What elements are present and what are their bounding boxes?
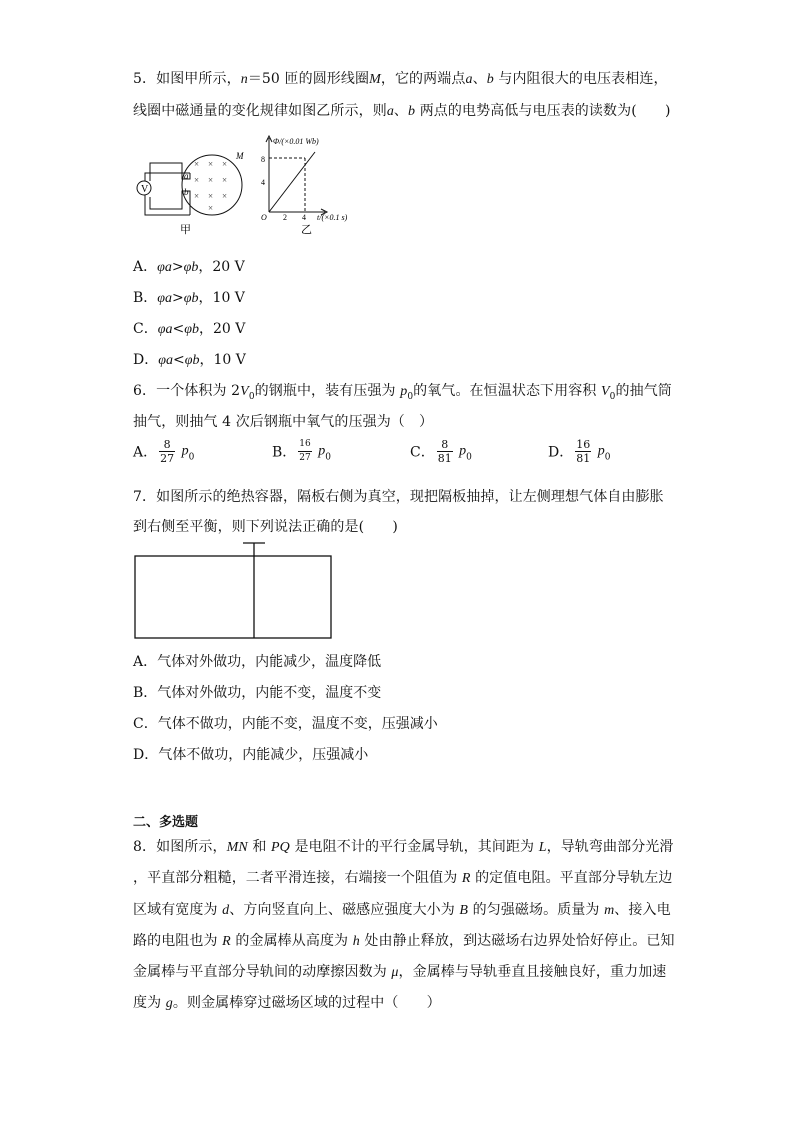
figure-flux-graph [255,132,375,244]
q7-option-c: C．气体不做功，内能不变，温度不变，压强减小 [133,716,438,732]
q8-line1: 8．如图所示，MN 和 PQ 是电阻不计的平行金属导轨，其间距为 L，导轨弯曲部分光滑 [133,839,674,855]
cross-mark: × [222,159,228,169]
figure-yi-caption: 乙 [301,224,312,236]
coil-M-label: M [236,151,244,161]
figure-coil-diagram [130,135,255,245]
cross-mark: × [194,175,200,185]
q5-option-a: A．φa>φb，20 V [133,259,245,275]
x-tick-2: 2 [283,213,287,222]
q5-line1: 5．如图甲所示，n＝50 匝的圆形线圈M，它的两端点a、b 与内阻很大的电压表相连， [133,71,668,87]
q8-line4: 路的电阻也为 R 的金属棒从高度为 h 处由静止释放，到达磁场右边界处恰好停止。已知 [133,933,675,949]
cross-mark: × [222,191,228,201]
cross-mark: × [208,191,214,201]
magnetic-field-crosses [194,159,227,213]
x-axis-label: t/(×0.1 s) [317,213,348,222]
cross-mark: × [208,175,214,185]
y-axis-label: Φ/(×0.01 Wb) [273,137,319,146]
cross-mark: × [222,175,228,185]
q7-option-a: A．气体对外做功，内能减少，温度降低 [133,654,382,670]
cross-mark: × [208,203,214,213]
container-box [135,556,331,638]
q6-option-b: B． $\frac{16}{27}$ $p_0$ [272,439,331,463]
flux-line [269,152,315,212]
q8-line6: 度为 g。则金属棒穿过磁场区域的过程中（ ） [133,995,441,1011]
q5-option-c: C．φa<φb，20 V [133,321,246,337]
q5-option-d: D．φa<φb，10 V [133,352,246,368]
q6-line1: 6．一个体积为 $2V_0$的钢瓶中，装有压强为 $p_0$的氧气。在恒温状态下用容积 $V_0$的抽气筒 [133,383,672,402]
q7-line1: 7．如图所示的绝热容器，隔板右侧为真空，现把隔板抽掉，让左侧理想气体自由膨胀 [133,489,664,505]
q5-line2: 线圈中磁通量的变化规律如图乙所示，则a、b 两点的电势高低与电压表的读数为( ) [133,103,671,119]
origin-label: O [261,213,267,222]
y-tick-8: 8 [261,155,265,164]
figure-jia-caption: 甲 [180,224,191,236]
q8-line3: 区域有宽度为 d、方向竖直向上、磁感应强度大小为 B 的匀强磁场。质量为 m、接入电 [133,902,671,918]
cross-mark: × [208,159,214,169]
cross-mark: × [194,191,200,201]
cross-mark: × [194,159,200,169]
q6-option-d: D． $\frac{16}{81}$ $p_0$ [548,438,611,465]
point-a-label: a [184,171,189,181]
q7-option-b: B．气体对外做功，内能不变，温度不变 [133,685,382,701]
figure-insulated-container [133,540,335,642]
voltmeter-label: V [141,184,149,195]
q5-option-b: B．φa>φb，10 V [133,290,245,306]
q6-option-a: A． $\frac{8}{27}$ $p_0$ [133,438,195,465]
q8-line2: ，平直部分粗糙，二者平滑连接，右端接一个阻值为 R 的定值电阻。平直部分导轨左边 [133,870,673,886]
point-b-label: b [184,187,189,197]
y-tick-4: 4 [261,178,265,187]
q6-option-c: C． $\frac{8}{81}$ $p_0$ [410,438,472,465]
x-tick-4: 4 [302,213,306,222]
q8-line5: 金属棒与平直部分导轨间的动摩擦因数为 μ，金属棒与导轨垂直且接触良好，重力加速 [133,964,667,980]
q7-line2: 到右侧至平衡，则下列说法正确的是( ) [133,519,398,535]
q6-line2: 抽气，则抽气 4 次后钢瓶中氧气的压强为（ ） [133,414,434,430]
q7-option-d: D．气体不做功，内能减少，压强减小 [133,747,369,763]
section-heading-multiple-choice: 二、多选题 [133,815,199,830]
